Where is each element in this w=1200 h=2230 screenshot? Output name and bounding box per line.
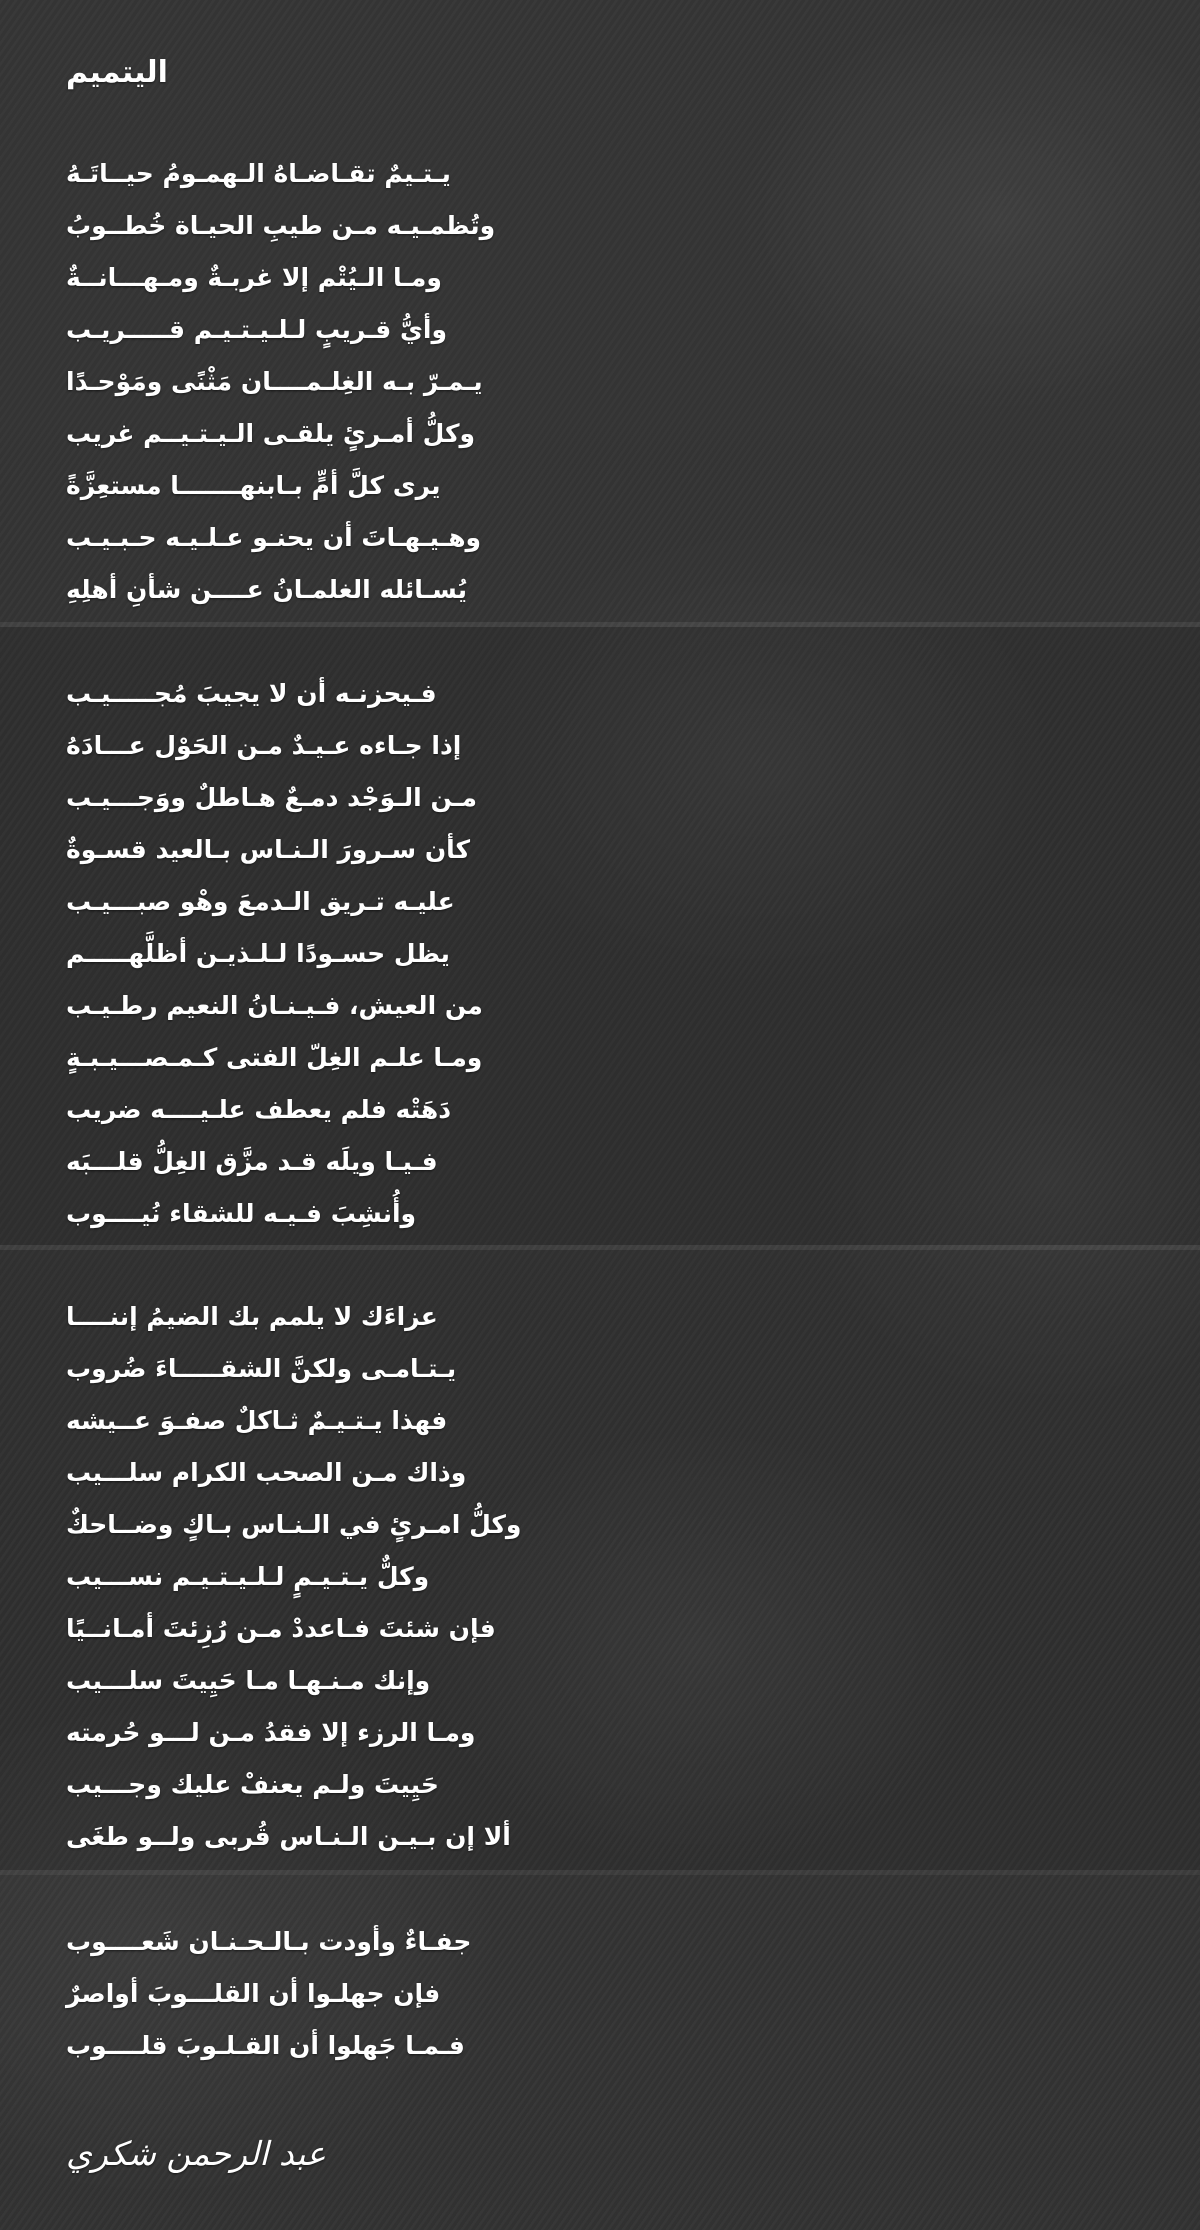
verse-line: وذاك مـن الصحب الكرام سلـــيب bbox=[66, 1458, 467, 1487]
verse-line: ومـا الـيُتْم إلا غربـةٌ ومـهـــانــةٌ bbox=[66, 263, 442, 292]
verse-line: كأن سـرورَ الـنـاس بـالعيد قسـوةٌ bbox=[66, 835, 471, 864]
verse-line: من العيش، فـيـنـانُ النعيم رطـيـب bbox=[66, 991, 483, 1020]
verse-line: جفـاءٌ وأودت بـالـحـنـان شَعــــوب bbox=[66, 1927, 472, 1956]
verse-line: فـيـا ويلَه قـد مزَّق الغِلُّ قلـــبَه bbox=[66, 1147, 438, 1176]
stanza-4 bbox=[66, 1916, 471, 2072]
verse-line: وأُنشِبَ فـيـه للشقاء نُيــــوب bbox=[66, 1199, 417, 1228]
verse-line: مـن الـوَجْد دمـعٌ هـاطلٌ ووَجـــيـب bbox=[66, 783, 477, 812]
verse-line: دَهَتْه فلم يعطف علـيــــه ضريب bbox=[66, 1095, 452, 1124]
verse-line: ومـا الرزء إلا فقدُ مـن لـــو حُرمته bbox=[66, 1718, 476, 1747]
verse-line: وتُظمـيـه مـن طيبِ الحيـاة خُطــوبُ bbox=[66, 211, 496, 240]
poem-author: عبد الرحمن شكري bbox=[66, 2134, 326, 2173]
verse-line: وإنك مـنـهـا مـا حَيِيتَ سلـــيب bbox=[66, 1666, 431, 1695]
verse-line: يـتـامـى ولكنَّ الشقـــــاءَ ضُروب bbox=[66, 1354, 457, 1383]
stanza-1 bbox=[66, 148, 495, 616]
stanza-3 bbox=[66, 1291, 521, 1863]
verse-line: فـمـا جَهلوا أن القـلـوبَ قلــــوب bbox=[66, 2031, 465, 2060]
verse-line: ومـا علـم الغِلّ الفتى كـمـصـــيـبـةٍ bbox=[66, 1043, 483, 1072]
verse-line: عزاءَك لا يلمم بك الضيمُ إننــــا bbox=[66, 1302, 438, 1331]
verse-line: حَيِيتَ ولـم يعنفْ عليك وجـــيب bbox=[66, 1770, 439, 1799]
verse-line: يـتـيمٌ تقـاضـاهُ الـهمـومُ حيــاتَـهُ bbox=[66, 159, 451, 188]
verse-line: وكلٌّ يـتـيـمٍ لـلـيـتـيـم نســـيب bbox=[66, 1562, 430, 1591]
verse-line: يظل حسـودًا لـلـذيـن أظلَّهـــــم bbox=[66, 939, 450, 968]
stanza-2 bbox=[66, 668, 483, 1240]
verse-line: وأيُّ قـريبٍ لـلـيـتـيـم قـــــريـب bbox=[66, 315, 448, 344]
poem-title: اليتميم bbox=[66, 55, 168, 90]
verse-line: وهـيـهـاتَ أن يحنـو عـلـيـه حـبـيـب bbox=[66, 523, 482, 552]
verse-line: فهذا يـتـيـمٌ ثـاكلٌ صفـوَ عــيشه bbox=[66, 1406, 448, 1435]
verse-line: ألا إن بـيـن الـنـاس قُربى ولــو طغَى bbox=[66, 1822, 511, 1851]
verse-line: فإن شئتَ فـاعددْ مـن رُزِئتَ أمـانــيًا bbox=[66, 1614, 496, 1643]
verse-line: عليـه تـريق الـدمعَ وهْو صبـــيـب bbox=[66, 887, 455, 916]
verse-line: يُسـائله الغلمـانُ عــــن شأنِ أهلِهِ bbox=[66, 575, 467, 604]
verse-line: يـمـرّ بـه الغِلـمــــان مَثْنًى ومَوْحـدًا bbox=[66, 367, 483, 396]
verse-line: يرى كلَّ أمٍّ بـابنهـــــــا مستعِزَّةً bbox=[66, 471, 441, 500]
verse-line: وكلُّ امـرئٍ في الـنـاس بـاكٍ وضــاحكٌ bbox=[66, 1510, 522, 1539]
verse-line: إذا جـاءه عـيـدٌ مـن الحَوْل عـــادَهُ bbox=[66, 731, 462, 760]
verse-line: فإن جهلـوا أن القلـــوبَ أواصرٌ bbox=[66, 1979, 441, 2008]
verse-line: فـيحزنـه أن لا يجيبَ مُجـــــيـب bbox=[66, 679, 437, 708]
verse-line: وكلُّ أمـرئٍ يلقـى الـيـتـيــم غريب bbox=[66, 419, 476, 448]
